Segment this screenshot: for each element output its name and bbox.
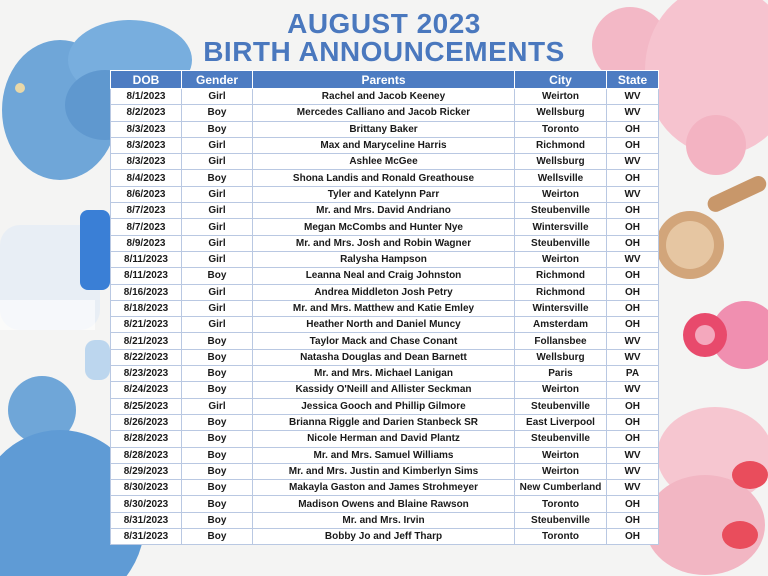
cell-dob: 8/2/2023: [111, 105, 182, 121]
cell-state: OH: [607, 300, 659, 316]
table-row: [111, 137, 659, 153]
cell-parents: Taylor Mack and Chase Conant: [253, 333, 515, 349]
cell-dob: 8/9/2023: [111, 235, 182, 251]
cell-city: Steubenville: [515, 398, 607, 414]
cell-dob: 8/3/2023: [111, 137, 182, 153]
cell-dob: 8/16/2023: [111, 284, 182, 300]
cell-city: Amsterdam: [515, 317, 607, 333]
cell-dob: 8/25/2023: [111, 398, 182, 414]
table-row: [111, 154, 659, 170]
pink-bootie-icon: [645, 407, 768, 575]
cell-gender: Boy: [182, 431, 253, 447]
cell-state: OH: [607, 235, 659, 251]
cell-dob: 8/11/2023: [111, 251, 182, 267]
cell-parents: Kassidy O'Neill and Allister Seckman: [253, 382, 515, 398]
table-row: [111, 251, 659, 267]
cell-gender: Boy: [182, 366, 253, 382]
cell-dob: 8/21/2023: [111, 333, 182, 349]
cell-gender: Girl: [182, 317, 253, 333]
cell-gender: Girl: [182, 137, 253, 153]
cell-parents: Ashlee McGee: [253, 154, 515, 170]
cell-gender: Girl: [182, 89, 253, 105]
cell-dob: 8/7/2023: [111, 203, 182, 219]
cell-dob: 8/3/2023: [111, 121, 182, 137]
cell-gender: Boy: [182, 496, 253, 512]
cell-dob: 8/24/2023: [111, 382, 182, 398]
table-row: [111, 447, 659, 463]
cell-state: WV: [607, 349, 659, 365]
cell-city: Wellsburg: [515, 154, 607, 170]
table-row: [111, 317, 659, 333]
table-row: [111, 203, 659, 219]
cell-city: Richmond: [515, 284, 607, 300]
cell-gender: Boy: [182, 512, 253, 528]
cell-gender: Boy: [182, 170, 253, 186]
cell-dob: 8/23/2023: [111, 366, 182, 382]
cell-gender: Girl: [182, 203, 253, 219]
cell-gender: Boy: [182, 447, 253, 463]
cell-city: Toronto: [515, 121, 607, 137]
cell-city: Wellsburg: [515, 105, 607, 121]
cell-state: OH: [607, 529, 659, 545]
birth-table: [110, 70, 658, 545]
cell-gender: Girl: [182, 186, 253, 202]
cell-gender: Boy: [182, 382, 253, 398]
cell-gender: Boy: [182, 529, 253, 545]
cell-dob: 8/26/2023: [111, 414, 182, 430]
cell-dob: 8/29/2023: [111, 463, 182, 479]
table-row: [111, 512, 659, 528]
table-row: [111, 496, 659, 512]
cell-state: WV: [607, 447, 659, 463]
table-row: [111, 170, 659, 186]
table-row: [111, 366, 659, 382]
cell-city: Paris: [515, 366, 607, 382]
cell-state: OH: [607, 137, 659, 153]
cell-dob: 8/1/2023: [111, 89, 182, 105]
table-row: [111, 121, 659, 137]
cell-dob: 8/6/2023: [111, 186, 182, 202]
cell-city: Steubenville: [515, 431, 607, 447]
cell-parents: Mercedes Calliano and Jacob Ricker: [253, 105, 515, 121]
cell-state: OH: [607, 203, 659, 219]
cell-gender: Boy: [182, 463, 253, 479]
cell-parents: Natasha Douglas and Dean Barnett: [253, 349, 515, 365]
cell-dob: 8/28/2023: [111, 447, 182, 463]
cell-parents: Megan McCombs and Hunter Nye: [253, 219, 515, 235]
table-row: [111, 300, 659, 316]
table-row: [111, 235, 659, 251]
table-row: [111, 89, 659, 105]
cell-dob: 8/28/2023: [111, 431, 182, 447]
cell-parents: Rachel and Jacob Keeney: [253, 89, 515, 105]
cell-gender: Boy: [182, 268, 253, 284]
cell-state: OH: [607, 284, 659, 300]
cell-city: Weirton: [515, 89, 607, 105]
table-row: [111, 431, 659, 447]
cell-state: OH: [607, 431, 659, 447]
page-title-month: AUGUST 2023: [287, 8, 481, 39]
cell-dob: 8/21/2023: [111, 317, 182, 333]
cell-gender: Girl: [182, 219, 253, 235]
cell-parents: Mr. and Mrs. Josh and Robin Wagner: [253, 235, 515, 251]
cell-dob: 8/3/2023: [111, 154, 182, 170]
cell-state: WV: [607, 480, 659, 496]
cell-city: Steubenville: [515, 512, 607, 528]
cell-dob: 8/7/2023: [111, 219, 182, 235]
cell-state: OH: [607, 317, 659, 333]
cell-city: Richmond: [515, 268, 607, 284]
cell-city: Steubenville: [515, 203, 607, 219]
cell-dob: 8/22/2023: [111, 349, 182, 365]
table-header-row: [111, 71, 659, 89]
cell-gender: Boy: [182, 333, 253, 349]
table-row: [111, 480, 659, 496]
cell-state: WV: [607, 333, 659, 349]
cell-gender: Boy: [182, 480, 253, 496]
table-row: [111, 105, 659, 121]
cell-state: OH: [607, 170, 659, 186]
table-row: [111, 398, 659, 414]
cell-city: Wintersville: [515, 219, 607, 235]
cell-parents: Tyler and Katelynn Parr: [253, 186, 515, 202]
cell-gender: Girl: [182, 235, 253, 251]
cell-parents: Mr. and Mrs. Matthew and Katie Emley: [253, 300, 515, 316]
table-row: [111, 268, 659, 284]
cell-parents: Brianna Riggle and Darien Stanbeck SR: [253, 414, 515, 430]
cell-city: New Cumberland: [515, 480, 607, 496]
cell-state: WV: [607, 251, 659, 267]
cell-parents: Mr. and Mrs. David Andriano: [253, 203, 515, 219]
cell-gender: Girl: [182, 398, 253, 414]
cell-city: Weirton: [515, 382, 607, 398]
cell-dob: 8/31/2023: [111, 512, 182, 528]
cell-parents: Shona Landis and Ronald Greathouse: [253, 170, 515, 186]
table-row: [111, 333, 659, 349]
table-row: [111, 529, 659, 545]
cell-parents: Ralysha Hampson: [253, 251, 515, 267]
cell-state: OH: [607, 398, 659, 414]
cell-state: OH: [607, 512, 659, 528]
cell-dob: 8/31/2023: [111, 529, 182, 545]
cell-city: Richmond: [515, 137, 607, 153]
baby-bottle-icon: [0, 210, 110, 330]
cell-state: PA: [607, 366, 659, 382]
table-row: [111, 349, 659, 365]
page-title: BIRTH ANNOUNCEMENTS: [203, 36, 565, 67]
cell-parents: Mr. and Mrs. Irvin: [253, 512, 515, 528]
cell-city: Weirton: [515, 251, 607, 267]
cell-gender: Boy: [182, 121, 253, 137]
cell-dob: 8/18/2023: [111, 300, 182, 316]
cell-state: WV: [607, 105, 659, 121]
table-body: [111, 89, 659, 545]
cell-city: Wellsville: [515, 170, 607, 186]
cell-gender: Girl: [182, 251, 253, 267]
cell-parents: Mr. and Mrs. Justin and Kimberlyn Sims: [253, 463, 515, 479]
cell-gender: Girl: [182, 300, 253, 316]
cell-state: OH: [607, 121, 659, 137]
cell-parents: Andrea Middleton Josh Petry: [253, 284, 515, 300]
cell-city: East Liverpool: [515, 414, 607, 430]
table-row: [111, 414, 659, 430]
cell-city: Toronto: [515, 529, 607, 545]
column-header-gender: Gender: [182, 71, 253, 89]
cell-state: WV: [607, 154, 659, 170]
cell-city: Wintersville: [515, 300, 607, 316]
cell-state: WV: [607, 382, 659, 398]
cell-parents: Heather North and Daniel Muncy: [253, 317, 515, 333]
cell-parents: Mr. and Mrs. Samuel Williams: [253, 447, 515, 463]
cell-dob: 8/4/2023: [111, 170, 182, 186]
cell-parents: Mr. and Mrs. Michael Lanigan: [253, 366, 515, 382]
cell-gender: Boy: [182, 105, 253, 121]
pink-pacifier-icon: [683, 301, 768, 369]
cell-city: Follansbee: [515, 333, 607, 349]
cell-city: Weirton: [515, 447, 607, 463]
table-row: [111, 382, 659, 398]
table-row: [111, 284, 659, 300]
cell-city: Wellsburg: [515, 349, 607, 365]
cell-state: OH: [607, 496, 659, 512]
column-header-state: State: [607, 71, 659, 89]
cell-state: OH: [607, 219, 659, 235]
cell-state: WV: [607, 186, 659, 202]
cell-parents: Jessica Gooch and Phillip Gilmore: [253, 398, 515, 414]
column-header-city: City: [515, 71, 607, 89]
cell-city: Weirton: [515, 463, 607, 479]
cell-parents: Brittany Baker: [253, 121, 515, 137]
cell-parents: Madison Owens and Blaine Rawson: [253, 496, 515, 512]
cell-state: OH: [607, 268, 659, 284]
column-header-dob: DOB: [111, 71, 182, 89]
cell-city: Steubenville: [515, 235, 607, 251]
cell-dob: 8/11/2023: [111, 268, 182, 284]
wooden-rattle-icon: [656, 173, 768, 279]
cell-city: Weirton: [515, 186, 607, 202]
table-row: [111, 219, 659, 235]
cell-parents: Max and Maryceline Harris: [253, 137, 515, 153]
cell-dob: 8/30/2023: [111, 480, 182, 496]
cell-gender: Boy: [182, 414, 253, 430]
table-row: [111, 463, 659, 479]
cell-parents: Leanna Neal and Craig Johnston: [253, 268, 515, 284]
cell-gender: Girl: [182, 284, 253, 300]
column-header-parents: Parents: [253, 71, 515, 89]
cell-state: OH: [607, 414, 659, 430]
cell-parents: Makayla Gaston and James Strohmeyer: [253, 480, 515, 496]
cell-city: Toronto: [515, 496, 607, 512]
table-row: [111, 186, 659, 202]
cell-dob: 8/30/2023: [111, 496, 182, 512]
cell-gender: Boy: [182, 349, 253, 365]
cell-gender: Girl: [182, 154, 253, 170]
cell-parents: Bobby Jo and Jeff Tharp: [253, 529, 515, 545]
cell-state: WV: [607, 89, 659, 105]
cell-state: WV: [607, 463, 659, 479]
cell-parents: Nicole Herman and David Plantz: [253, 431, 515, 447]
